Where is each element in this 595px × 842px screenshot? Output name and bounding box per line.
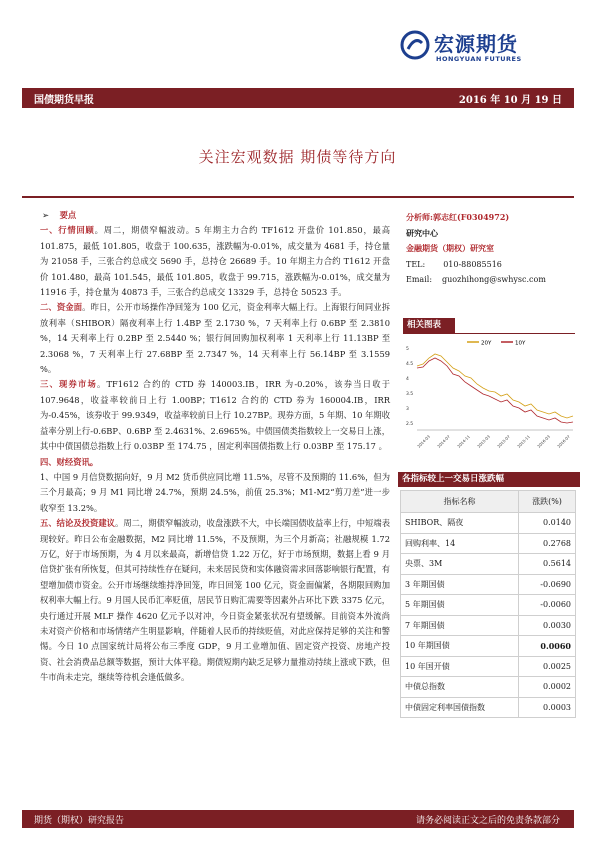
- table-row: [401, 697, 576, 718]
- table-head-row: [401, 491, 576, 513]
- table-row: [401, 513, 576, 534]
- svg-text:2015-11: 2015-11: [516, 433, 531, 449]
- indicator-name: SHIBOR、隔夜: [401, 513, 519, 534]
- analyst-info: [406, 210, 576, 288]
- indicator-change: 0.0003: [519, 697, 576, 718]
- svg-text:2016-07: 2016-07: [556, 433, 571, 449]
- logo-name: 宏源期货: [434, 32, 518, 56]
- x-axis-labels: [416, 434, 571, 449]
- indicator-change: 0.0025: [519, 656, 576, 677]
- indicator-change: 0.2768: [519, 533, 576, 554]
- indicator-name: 5 年期国债: [401, 595, 519, 616]
- table-row: [401, 636, 576, 657]
- svg-text:3: 3: [406, 407, 409, 412]
- svg-text:2014-11: 2014-11: [456, 433, 471, 449]
- summary-heading: ➢ 要点: [42, 210, 77, 220]
- table-row: [401, 554, 576, 575]
- col-change: 涨跌(%): [519, 491, 576, 513]
- report-type: 国债期货早报: [34, 95, 94, 106]
- svg-text:2.5: 2.5: [406, 422, 414, 427]
- indicator-change: 0.0140: [519, 513, 576, 534]
- section-review: 一、行情回顾。周二，期债窄幅波动。5 年期主力合约 TF1612 开盘价 101.850，最高 101.875，最低 101.805，收盘于 100.635，涨跌幅为-0.01%，成交量为 4681 手，持仓量为 21058 手，三张合约总成交 5690 手，总持仓 26689 手。10 年期主力合约 T1612 开盘价 101.480，最高 101.545，最低 101.805，收盘于 99.715，涨跌幅为-0.01%，成交量为 11916 手，持仓量为 40873 手，三张合约总成交 13329 手，总持仓 50523 手。: [40, 225, 390, 298]
- table-header: 各指标较上一交易日涨跌幅: [398, 472, 580, 487]
- footer-bar: [22, 810, 574, 828]
- series-20y-line: [417, 354, 573, 418]
- indicator-change: -0.0690: [519, 574, 576, 595]
- svg-text:2016-03: 2016-03: [536, 433, 551, 449]
- chart-header: 相关图表: [403, 318, 455, 333]
- company-logo: [400, 28, 570, 70]
- svg-text:2014-07: 2014-07: [436, 433, 451, 449]
- logo-mark-icon: [400, 30, 430, 60]
- indicator-change: 0.0002: [519, 677, 576, 698]
- footer-left: 期货（期权）研究报告: [34, 816, 125, 826]
- indicator-change: -0.0060: [519, 595, 576, 616]
- col-indicator: 指标名称: [401, 491, 519, 513]
- y-axis-labels: [406, 346, 413, 427]
- section-conclusion: 五、结论及投资建议。周二，期债窄幅波动，收盘涨跌不大，中长端国债收益率上行，中短端表现较好。昨日公布金融数据，M2 同比增 11.5%，不及预期，为三个月新高；社融规模 1.72 万亿，好于市场预期，为 4 月以来最高，新增信贷 1.22 万亿，好于市场预期，数据上看 9 月信贷扩张有所恢复，但其可持续性存在疑问，未来居民贷和实体融资需求回落影响银行配置，有望增加债市资金。公开市场继续维持净回笼，昨日回笼 100 亿元，资金面偏紧，各期限回购加权利率大幅上行。9 月国人民币汇率贬值，居民节日购汇需要等因素外占环比下跌 3375 亿元，央行通过开展 MLF 操作 4620 亿元予以对冲，今日资金紧张状况有望缓解。目前资本外流尚未对资产价格和市场情绪产生明显影响，伴随着人民币的持续贬值，对此应保持足够的关注和警惕。今日 10 点国家统计局将公布三季度 GDP，9 月工业增加值、固定资产投资、房地产投资、社会消费品总额等数据，预计大体平稳。期债短期内缺乏足够力量推动持续上涨或下跌，但牛市尚未走完，继续等待机会逢低做多。: [40, 518, 390, 683]
- analyst-name: 分析师:郭志红(F0304972): [406, 212, 510, 222]
- table-row: [401, 533, 576, 554]
- indicator-name: 中债固定利率国债指数: [401, 697, 519, 718]
- indicator-name: 中债总指数: [401, 677, 519, 698]
- logo-english: HONGYUAN FUTURES: [436, 55, 522, 63]
- tel-line: TEL: 010-88085516: [406, 259, 502, 269]
- footer-disclaimer: 请务必阅读正文之后的免责条款部分: [415, 816, 560, 826]
- indicator-name: 央票、3M: [401, 554, 519, 575]
- svg-text:2014-03: 2014-03: [416, 433, 431, 449]
- department-2: 金融期货（期权）研究室: [406, 243, 494, 254]
- svg-text:2015-07: 2015-07: [496, 433, 511, 449]
- table-row: [401, 677, 576, 698]
- title-divider: [22, 196, 574, 198]
- indicator-change: 0.0060: [519, 636, 576, 657]
- report-date: 2016 年 10 月 19 日: [458, 95, 562, 106]
- svg-text:4.5: 4.5: [406, 362, 414, 367]
- main-content: [40, 208, 390, 686]
- svg-text:2015-03: 2015-03: [476, 433, 491, 449]
- table-row: [401, 656, 576, 677]
- section-funding: 二、资金面。昨日，公开市场操作净回笼为 100 亿元，资金利率大幅上行。上海银行间同业拆放利率（SHIBOR）隔夜利率上行 1.4BP 至 2.1730 %，7 天利率上行 0.6BP 至 2.3810 %，14 天利率上行 0.2BP 至 2.5440 %；银行间回购加权利率 1 天利率上行 11.13BP 至 2.3068 %，7 天利率上行 27.68BP 至 2.7347 %，14 天利率上行 56.14BP 至 3.1559 %。: [40, 302, 390, 375]
- series-10y-line: [417, 358, 573, 423]
- indicator-change: 0.0030: [519, 615, 576, 636]
- indicator-change: 0.5614: [519, 554, 576, 575]
- section-news-heading: 四、财经资讯。: [40, 456, 99, 467]
- email-line: Email: guozhihong@swhysc.com: [406, 275, 546, 285]
- indicator-name: 3 年期国债: [401, 574, 519, 595]
- department-1: 研究中心: [406, 227, 438, 238]
- table-row: [401, 595, 576, 616]
- indicator-name: 10 年期国债: [401, 636, 519, 657]
- chart-header-rule: [403, 333, 575, 334]
- svg-text:4: 4: [406, 377, 409, 382]
- chart-legend: [467, 341, 526, 347]
- section-news: 1、中国 9 月信贷数据向好，9 月 M2 货币供应同比增 11.5%，尽管不及预期的 11.6%，但为三个月最高；9 月 M1 同比增 24.7%，预期 24.5%，前值 25.3%；M1-M2“剪刀差”进一步收窄至 13.2%。: [40, 471, 390, 513]
- indicator-name: 7 年期国债: [401, 615, 519, 636]
- legend-10y: 10Y: [515, 340, 526, 347]
- indicator-name: 10 年国开债: [401, 656, 519, 677]
- section-spot: 三、现券市场。TF1612 合约的 CTD 券 140003.IB，IRR 为-0.20%，该券当日收于 107.9648，收益率较前日上行 1.00BP；T1612 合约的 CTD 券为 160004.IB，IRR 为-0.45%，该券收于 99.9349，收益率较前日上行 10.27BP。现券方面，5 年期、10 年期收益率分别上行-0.6BP、0.6BP 至 2.4631%、2.6965%。中债国债类指数较上一交易日上涨，其中中债国债总指数上行 0.03BP 至 174.75 ，固定利率国债指数上行 0.03BP 至 175.17 。: [40, 379, 390, 452]
- table-row: [401, 615, 576, 636]
- indicator-name: 回购利率、14: [401, 533, 519, 554]
- email-link[interactable]: guozhihong@swhysc.com: [442, 275, 546, 285]
- change-table: [400, 490, 576, 718]
- yield-chart: [403, 336, 575, 454]
- legend-20y: 20Y: [481, 340, 492, 347]
- page-title: 关注宏观数据 期债等待方向: [198, 148, 397, 166]
- table-row: [401, 574, 576, 595]
- svg-text:5: 5: [406, 347, 409, 352]
- svg-text:3.5: 3.5: [406, 392, 414, 397]
- arrow-bullet-icon: ➢: [42, 210, 49, 220]
- header-bar: [22, 88, 574, 108]
